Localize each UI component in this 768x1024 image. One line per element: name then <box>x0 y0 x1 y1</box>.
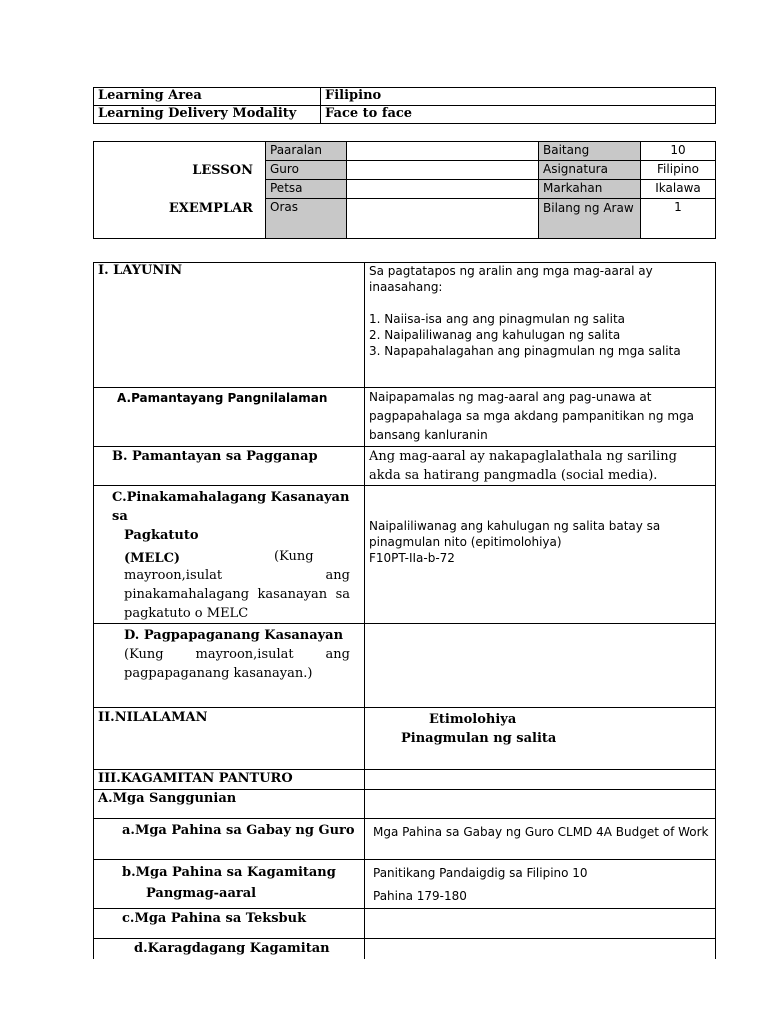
lesson-plan-table <box>93 262 716 959</box>
baitang-label: Baitang <box>539 142 641 161</box>
asignatura-value: Filipino <box>641 161 716 180</box>
asignatura-label: Asignatura <box>539 161 641 180</box>
exemplar-title-line1: LESSON <box>192 163 253 178</box>
layunin-intro: Sa pagtatapos ng aralin ang mga mag-aaral ay inaasahang: <box>369 264 653 294</box>
melc-label-cell <box>94 486 365 624</box>
layunin-item: 2. Naipaliliwanag ang kahulugan ng salita <box>369 328 621 342</box>
pagpapaganang-cell <box>94 624 365 708</box>
melc-label-line1: C.Pinakamahalagang Kasanayan sa <box>112 490 350 524</box>
nilalaman-value-line1: Etimolohiya <box>429 712 517 727</box>
pamantayang-pangnilalaman-label: A.Pamantayang Pangnilalaman <box>94 388 365 447</box>
bilang-label: Bilang ng Araw <box>539 199 641 239</box>
header-table <box>93 87 716 124</box>
petsa-label: Petsa <box>266 180 347 199</box>
pagpapaganang-label: D. Pagpapaganang Kasanayan <box>124 628 344 643</box>
kagamitan-label: III.KAGAMITAN PANTURO <box>94 770 365 790</box>
melc-note: (Kung mayroon,isulat ang pinakamahalagang kasanayan sa pagkatuto o MELC <box>124 549 350 621</box>
learning-area-value: Filipino <box>321 88 716 106</box>
kagamitang-value-cell <box>365 860 716 909</box>
teksbuk-label: c.Mga Pahina sa Teksbuk <box>94 909 365 939</box>
nilalaman-label: II.NILALAMAN <box>94 708 365 770</box>
layunin-label: I. LAYUNIN <box>94 263 365 388</box>
paaralan-label: Paaralan <box>266 142 347 161</box>
pamantayan-pagganap-value: Ang mag-aaral ay nakapaglalathala ng sariling akda sa hatirang pangmadla (social media). <box>365 447 716 486</box>
kagamitang-pangmag-aaral-cell <box>94 860 365 909</box>
baitang-value: 10 <box>641 142 716 161</box>
kagamitang-label-line1: b.Mga Pahina sa Kagamitang <box>122 865 336 880</box>
sanggunian-label: A.Mga Sanggunian <box>94 790 365 819</box>
modality-value: Face to face <box>321 106 716 124</box>
pagpapaganang-value <box>365 624 716 708</box>
teksbuk-value <box>365 909 716 939</box>
markahan-value: Ikalawa <box>641 180 716 199</box>
melc-value-line1: Naipaliliwanag ang kahulugan ng salita batay sa pinagmulan nito (epitimolohiya) <box>369 519 661 549</box>
kagamitang-label-line2: Pangmag-aaral <box>146 886 257 901</box>
melc-note-block <box>112 547 350 623</box>
oras-label: Oras <box>266 199 347 239</box>
paaralan-value <box>347 142 539 161</box>
learning-area-label: Learning Area <box>94 88 321 106</box>
gabay-guro-value: Mga Pahina sa Gabay ng Guro CLMD 4A Budget of Work <box>365 819 716 860</box>
petsa-value <box>347 180 539 199</box>
exemplar-title-line2: EXEMPLAR <box>168 201 253 216</box>
melc-value-cell <box>365 486 716 624</box>
kagamitang-value-line2: Pahina 179-180 <box>373 889 467 903</box>
guro-label: Guro <box>266 161 347 180</box>
kagamitan-value <box>365 770 716 790</box>
layunin-item: 3. Napapahalagahan ang pinagmulan ng mga salita <box>369 344 681 358</box>
pamantayan-pagganap-label: B. Pamantayan sa Pagganap <box>94 447 365 486</box>
bilang-value: 1 <box>641 199 716 239</box>
pamantayang-pangnilalaman-value: Naipapamalas ng mag-aaral ang pag-unawa at pagpapahalaga sa mga akdang pampanitikan ng mga bansang kanluranin <box>365 388 716 447</box>
layunin-item: 1. Naiisa-isa ang ang pinagmulan ng salita <box>369 312 626 326</box>
gabay-guro-label: a.Mga Pahina sa Gabay ng Guro <box>94 819 365 860</box>
karagdagang-value <box>365 939 716 959</box>
kagamitang-value-line1: Panitikang Pandaigdig sa Filipino 10 <box>373 866 588 880</box>
markahan-label: Markahan <box>539 180 641 199</box>
exemplar-title <box>94 142 266 239</box>
melc-value-line2: F10PT-IIa-b-72 <box>369 551 455 565</box>
pagpapaganang-note: (Kung mayroon,isulat ang pagpapaganang kasanayan.) <box>124 647 350 681</box>
modality-label: Learning Delivery Modality <box>94 106 321 124</box>
exemplar-table <box>93 141 716 239</box>
nilalaman-value-line2: Pinagmulan ng salita <box>401 731 557 746</box>
guro-value <box>347 161 539 180</box>
karagdagang-label: d.Karagdagang Kagamitan <box>94 939 365 959</box>
melc-label-line2: Pagkatuto <box>124 528 199 543</box>
melc-abbr: (MELC) <box>124 551 181 566</box>
nilalaman-value-cell <box>365 708 716 770</box>
oras-value <box>347 199 539 239</box>
sanggunian-value <box>365 790 716 819</box>
layunin-content <box>365 263 716 388</box>
